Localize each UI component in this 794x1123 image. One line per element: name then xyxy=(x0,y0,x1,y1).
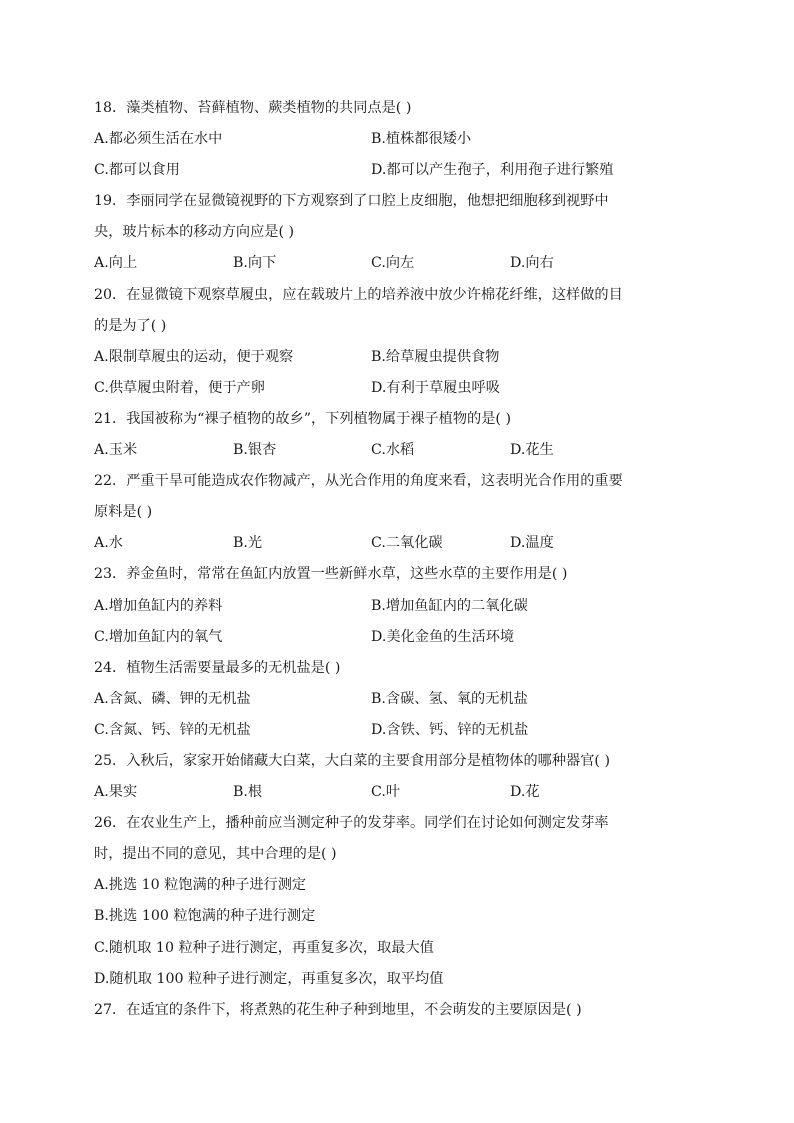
option-row xyxy=(94,777,704,808)
option-a: A.果实 xyxy=(94,784,138,801)
option-row xyxy=(94,155,704,186)
question-20 xyxy=(94,280,704,404)
question-stem: 24．植物生活需要量最多的无机盐是( ) xyxy=(94,659,341,676)
option-row xyxy=(94,591,704,622)
option-b: B.银杏 xyxy=(233,442,277,459)
question-18 xyxy=(94,93,704,186)
option-c: C.增加鱼缸内的氧气 xyxy=(94,628,223,645)
question-stem-cont: 原料是( ) xyxy=(94,504,153,521)
question-stem-cont: 央，玻片标本的移动方向应是( ) xyxy=(94,224,295,241)
option-a: A.限制草履虫的运动，便于观察 xyxy=(94,348,294,365)
option-row xyxy=(94,342,704,373)
option-c: C.叶 xyxy=(371,784,401,801)
question-stem: 20．在显微镜下观察草履虫，应在载玻片上的培养液中放少许棉花纤维，这样做的目 xyxy=(94,286,623,303)
question-24 xyxy=(94,653,704,746)
option-a: A.向上 xyxy=(94,255,138,272)
option-c: C.都可以食用 xyxy=(94,162,180,179)
option-row xyxy=(94,715,704,746)
option-a: A.都必须生活在水中 xyxy=(94,131,223,148)
option-c: C.供草履虫附着，便于产卵 xyxy=(94,379,265,396)
question-27 xyxy=(94,995,704,1026)
question-19 xyxy=(94,186,704,279)
option-d: D.有利于草履虫呼吸 xyxy=(371,379,500,396)
question-stem: 21．我国被称为“裸子植物的故乡”，下列植物属于裸子植物的是( ) xyxy=(94,410,512,427)
question-stem: 27．在适宜的条件下，将煮熟的花生种子种到地里，不会萌发的主要原因是( ) xyxy=(94,1001,582,1018)
option-d: D.温度 xyxy=(510,535,554,552)
option-d: D.花 xyxy=(510,784,540,801)
option-row xyxy=(94,622,704,653)
question-stem: 19．李丽同学在显微镜视野的下方观察到了口腔上皮细胞，他想把细胞移到视野中 xyxy=(94,193,609,210)
option-c: C.随机取 10 粒种子进行测定，再重复多次，取最大值 xyxy=(94,939,434,956)
option-row xyxy=(94,435,704,466)
option-b: B.挑选 100 粒饱满的种子进行测定 xyxy=(94,908,316,925)
question-list xyxy=(94,93,704,1026)
option-c: C.向左 xyxy=(371,255,415,272)
option-b: B.根 xyxy=(233,784,263,801)
option-b: B.植株都很矮小 xyxy=(371,131,472,148)
option-d: D.随机取 100 粒种子进行测定，再重复多次，取平均值 xyxy=(94,970,444,987)
option-a: A.挑选 10 粒饱满的种子进行测定 xyxy=(94,877,307,894)
option-a: A.含氮、磷、钾的无机盐 xyxy=(94,690,251,707)
option-c: C.含氮、钙、锌的无机盐 xyxy=(94,721,251,738)
option-b: B.增加鱼缸内的二氧化碳 xyxy=(371,597,528,614)
question-26 xyxy=(94,808,704,995)
question-22 xyxy=(94,466,704,559)
option-d: D.美化金鱼的生活环境 xyxy=(371,628,515,645)
option-d: D.含铁、钙、锌的无机盐 xyxy=(371,721,529,738)
question-stem: 23．养金鱼时，常常在鱼缸内放置一些新鲜水草，这些水草的主要作用是( ) xyxy=(94,566,568,583)
question-stem: 18．藻类植物、苔藓植物、蕨类植物的共同点是( ) xyxy=(94,100,412,116)
question-stem-cont: 时，提出不同的意见，其中合理的是( ) xyxy=(94,846,337,863)
option-row xyxy=(94,528,704,559)
question-stem: 22．严重干旱可能造成农作物减产，从光合作用的角度来看，这表明光合作用的重要 xyxy=(94,473,623,490)
option-row xyxy=(94,684,704,715)
question-21 xyxy=(94,404,704,466)
option-a: A.玉米 xyxy=(94,442,138,459)
option-c: C.水稻 xyxy=(371,442,415,459)
question-stem: 25．入秋后，家家开始储藏大白菜，大白菜的主要食用部分是植物体的哪种器官( ) xyxy=(94,752,611,769)
question-stem: 26．在农业生产上，播种前应当测定种子的发芽率。同学们在讨论如何测定发芽率 xyxy=(94,815,609,832)
option-d: D.向右 xyxy=(510,255,554,272)
question-stem-cont: 的是为了( ) xyxy=(94,317,167,334)
option-row xyxy=(94,373,704,404)
option-b: B.光 xyxy=(233,535,263,552)
option-a: A.增加鱼缸内的养料 xyxy=(94,597,223,614)
question-25 xyxy=(94,746,704,808)
option-b: B.向下 xyxy=(233,255,277,272)
option-b: B.给草履虫提供食物 xyxy=(371,348,500,365)
option-c: C.二氧化碳 xyxy=(371,535,443,552)
option-a: A.水 xyxy=(94,535,123,552)
option-row xyxy=(94,248,704,279)
option-d: D.都可以产生孢子，利用孢子进行繁殖 xyxy=(371,162,614,179)
question-23 xyxy=(94,559,704,652)
option-d: D.花生 xyxy=(510,442,554,459)
option-row xyxy=(94,124,704,155)
option-b: B.含碳、氢、氧的无机盐 xyxy=(371,690,528,707)
